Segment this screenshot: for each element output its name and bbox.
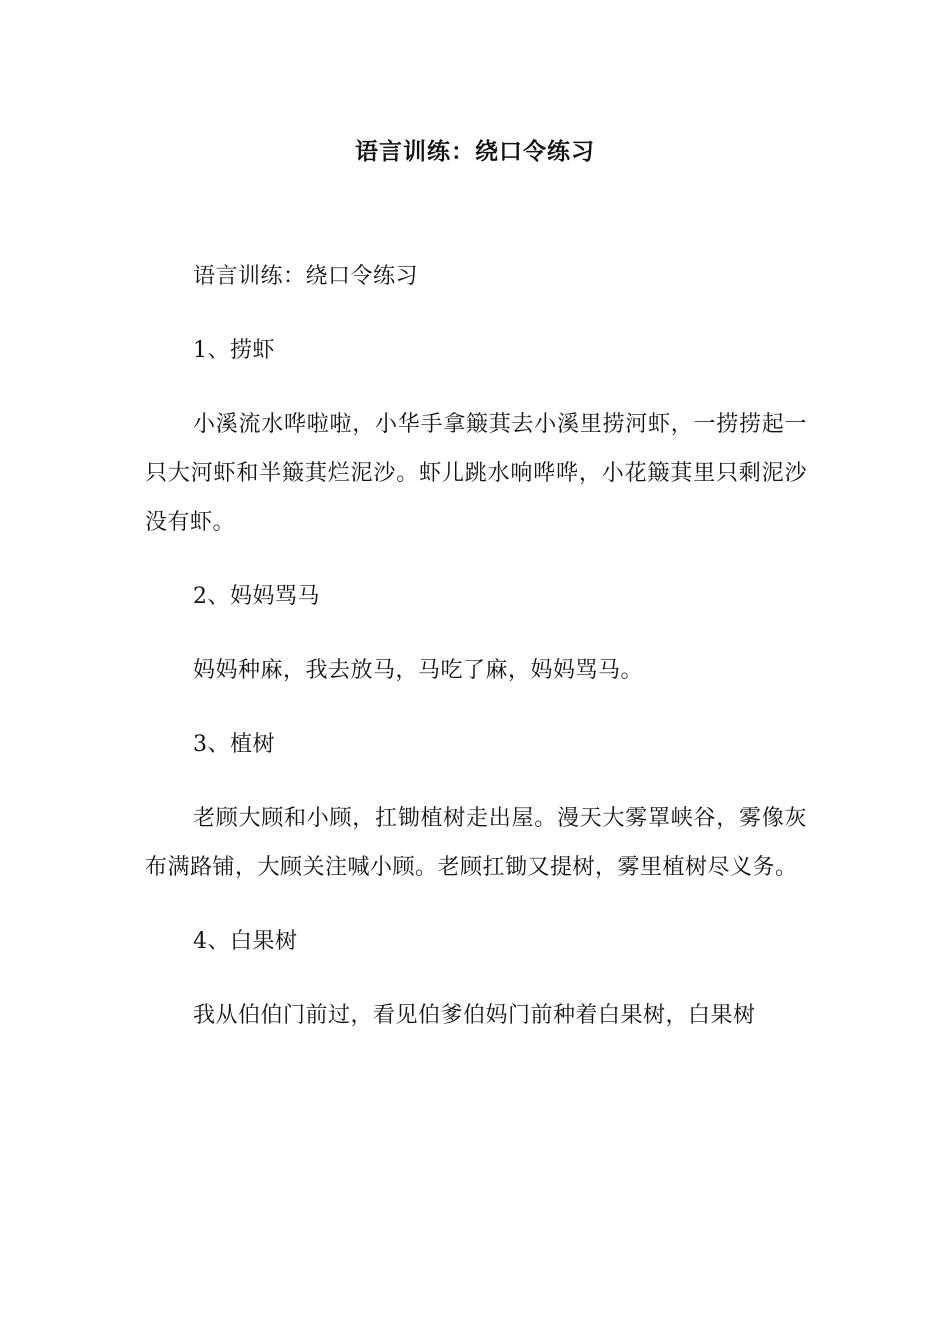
section-heading-4: 4、白果树	[193, 929, 298, 954]
document-body	[145, 252, 807, 1065]
section-heading-1: 1、捞虾	[193, 338, 275, 363]
paragraph-2: 妈妈种麻，我去放马，马吃了麻，妈妈骂马。	[193, 658, 644, 683]
paragraph-subtitle: 语言训练：绕口令练习	[193, 264, 419, 289]
paragraph-1: 小溪流水哗啦啦，小华手拿簸萁去小溪里捞河虾，一捞捞起一只大河虾和半簸萁烂泥沙。虾儿跳水响哗哗，小花簸萁里只剩泥沙没有虾。	[145, 412, 807, 535]
paragraph-4: 我从伯伯门前过，看见伯爹伯妈门前种着白果树，白果树	[193, 1003, 756, 1028]
paragraph-3: 老顾大顾和小顾，扛锄植树走出屋。漫天大雾罩峡谷，雾像灰布满路铺，大顾关注喊小顾。老顾扛锄又提树，雾里植树尽义务。	[145, 806, 807, 880]
document-title: 语言训练：绕口令练习	[355, 138, 595, 165]
section-heading-2: 2、妈妈骂马	[193, 584, 320, 609]
section-heading-3: 3、植树	[193, 732, 275, 757]
